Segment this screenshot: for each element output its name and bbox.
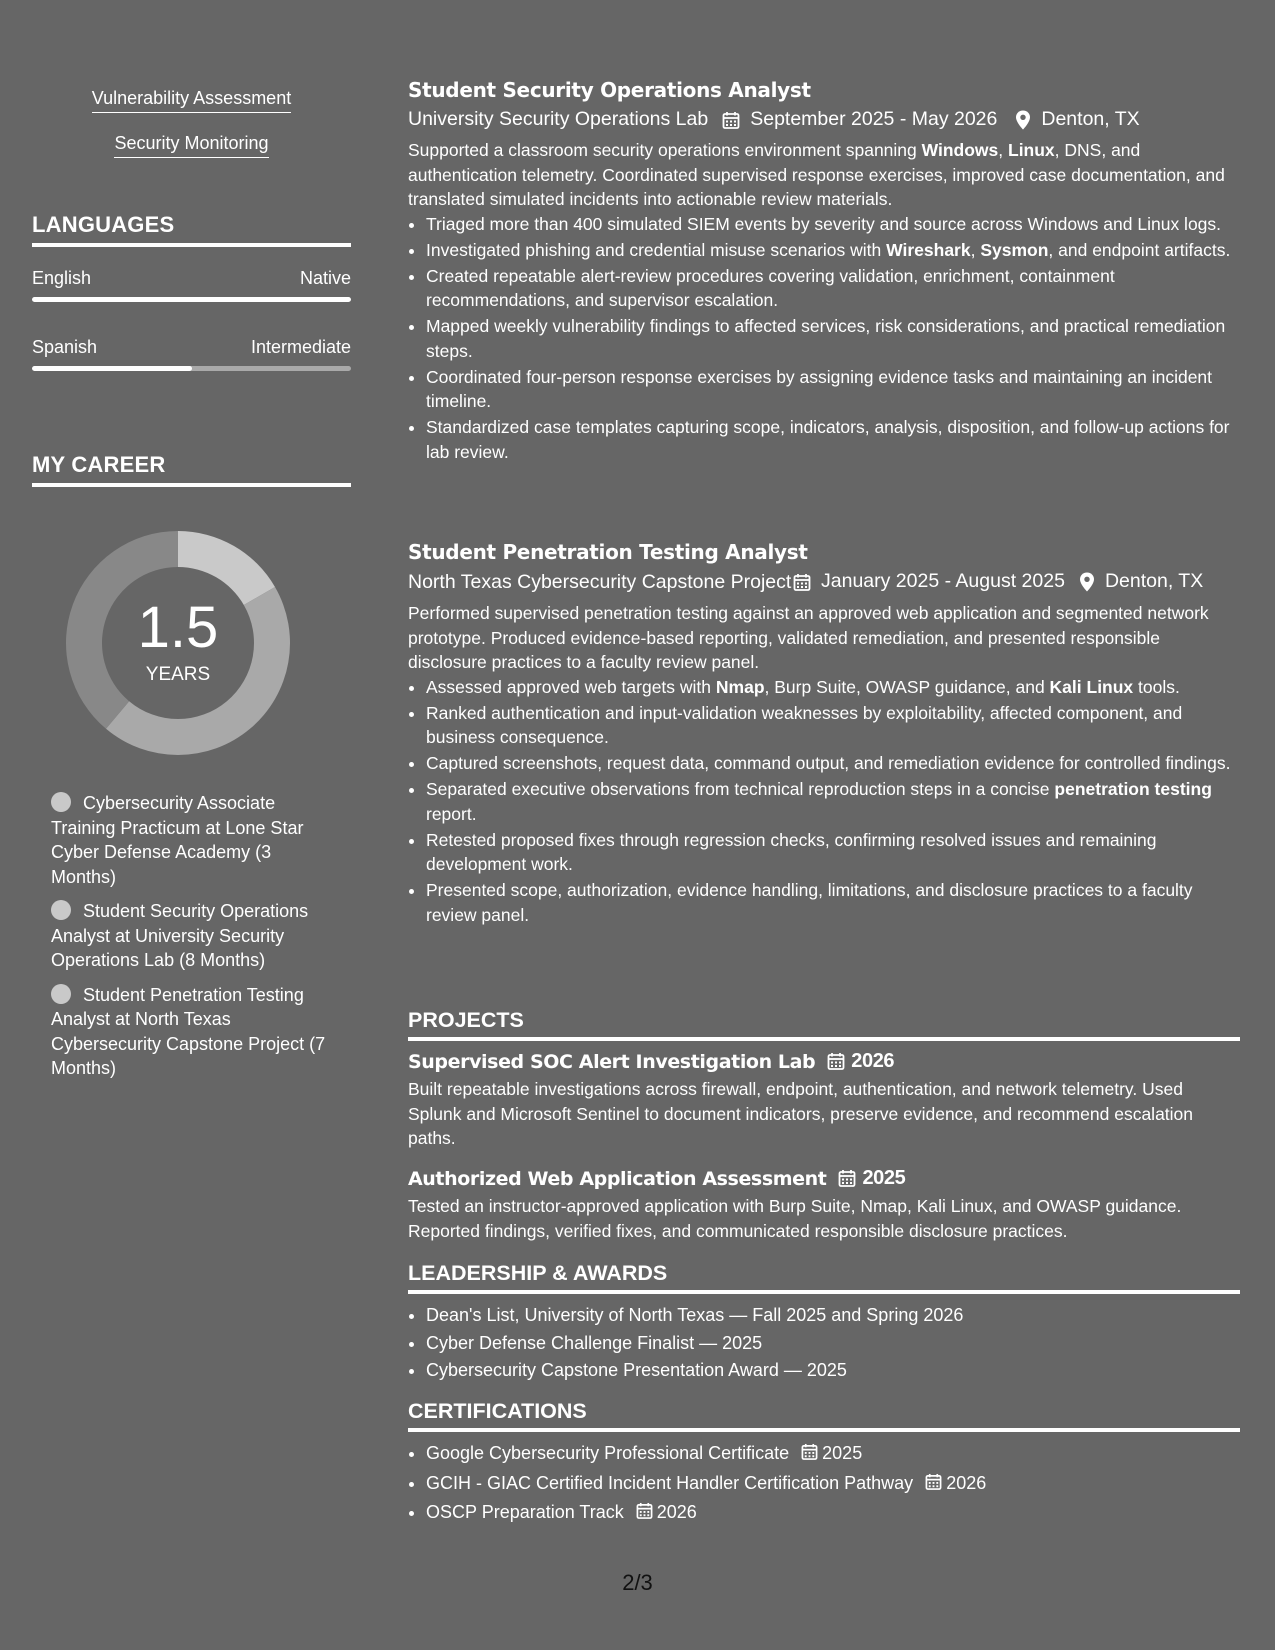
- language-bar-fill: [32, 297, 351, 302]
- language-level: Native: [299, 268, 351, 288]
- project-year: 2025: [862, 1167, 906, 1189]
- job-meta: [408, 570, 1240, 594]
- career-total-unit: YEARS: [145, 664, 211, 685]
- certifications-heading: CERTIFICATIONS: [408, 1399, 1240, 1432]
- map-pin-icon: [1079, 572, 1095, 592]
- list-item: • Retested proposed fixes through regression checks, confirming resolved issues and remaining development work.: [426, 828, 1240, 877]
- job-title: Student Penetration Testing Analyst: [408, 540, 808, 564]
- list-item: • Ranked authentication and input-validation weaknesses by exploitability, affected component, and business consequence.: [426, 701, 1240, 750]
- list-item: • Cybersecurity Capstone Presentation Award — 2025: [426, 1357, 1240, 1385]
- list-item: • Assessed approved web targets with Nmap, Burp Suite, OWASP guidance, and Kali Linux tools.: [426, 675, 1240, 700]
- calendar-icon: [722, 111, 740, 130]
- list-item: • Mapped weekly vulnerability findings to affected services, risk considerations, and practical remediation steps.: [426, 314, 1240, 363]
- career-list: [51, 791, 326, 1081]
- language-name: Spanish: [32, 337, 98, 357]
- language-english: [32, 268, 351, 302]
- job-entry: [408, 78, 1240, 466]
- job-dates: January 2025 - August 2025: [821, 570, 1065, 592]
- language-bar: [32, 366, 351, 371]
- skill-item: Security Monitoring: [32, 133, 351, 158]
- list-item: Student Security Operations Analyst at University Security Operations Lab (8 Months): [51, 901, 309, 970]
- job-description: Performed supervised penetration testing against an approved web application and segmented network prototype. Produced evidence-based reporting, validated remediation, and presented responsible disclosure practices to a faculty review panel.: [408, 603, 1209, 672]
- project-title: Supervised SOC Alert Investigation Lab 2026: [408, 1050, 895, 1073]
- list-item: • Google Cybersecurity Professional Certificate 2025: [426, 1440, 1240, 1470]
- project-year: 2026: [851, 1050, 895, 1072]
- job-title: Student Security Operations Analyst: [408, 78, 811, 102]
- list-item: • Standardized case templates capturing scope, indicators, analysis, disposition, and follow-up actions for lab review.: [426, 415, 1240, 464]
- job-entry: [408, 540, 1240, 929]
- certifications-list: [408, 1440, 1240, 1529]
- language-spanish: [32, 337, 351, 371]
- list-item: • Dean's List, University of North Texas — Fall 2025 and Spring 2026: [426, 1302, 1240, 1330]
- projects-heading: PROJECTS: [408, 1008, 1240, 1041]
- calendar-icon: [925, 1472, 942, 1500]
- career-total-value: 1.5: [137, 595, 219, 660]
- list-item: • Coordinated four-person response exercises by assigning evidence tasks and maintaining an incident timeline.: [426, 365, 1240, 414]
- list-item: • Investigated phishing and credential misuse scenarios with Wireshark, Sysmon, and endpoint artifacts.: [426, 238, 1240, 263]
- language-name: English: [32, 268, 92, 288]
- language-bar-fill: [32, 366, 192, 371]
- list-item: • Separated executive observations from technical reproduction steps in a concise penetration testing report.: [426, 777, 1240, 826]
- project-description: Tested an instructor-approved application with Burp Suite, Nmap, Kali Linux, and OWASP guidance. Reported findings, verified fixes, and communicated responsible disclosure practices.: [408, 1196, 1182, 1241]
- circle-dot-icon: [51, 900, 71, 920]
- calendar-icon: [801, 1442, 818, 1470]
- list-item: • Triaged more than 400 simulated SIEM events by severity and source across Windows and Linux logs.: [426, 212, 1240, 237]
- circle-dot-icon: [51, 984, 71, 1004]
- page-number: 2/3: [622, 1570, 653, 1595]
- career-heading: MY CAREER: [32, 452, 351, 487]
- calendar-icon: [793, 573, 811, 592]
- job-bullets: [408, 675, 1240, 928]
- language-bar: [32, 297, 351, 302]
- project-entry: [408, 1167, 1240, 1243]
- project-description: Built repeatable investigations across firewall, endpoint, authentication, and network telemetry. Used Splunk and Microsoft Sentinel to document indicators, preserve evidence, and recommend escalation paths.: [408, 1079, 1194, 1148]
- job-org: North Texas Cybersecurity Capstone Project: [408, 571, 792, 593]
- list-item: • Cyber Defense Challenge Finalist — 2025: [426, 1330, 1240, 1358]
- project-title: Authorized Web Application Assessment 2025: [408, 1167, 906, 1190]
- job-meta: [408, 108, 1240, 131]
- job-org: University Security Operations Lab: [408, 108, 709, 130]
- donut-segment: [178, 531, 275, 605]
- job-location: Denton, TX: [1041, 108, 1140, 130]
- language-level: Intermediate: [250, 337, 351, 357]
- circle-dot-icon: [51, 792, 71, 812]
- calendar-icon: [827, 1052, 845, 1071]
- job-dates: September 2025 - May 2026: [750, 108, 998, 130]
- calendar-icon: [838, 1169, 856, 1188]
- map-pin-icon: [1015, 110, 1031, 130]
- job-location: Denton, TX: [1104, 570, 1204, 592]
- languages-heading: LANGUAGES: [32, 212, 351, 247]
- list-item: • Captured screenshots, request data, command output, and remediation evidence for controlled findings.: [426, 751, 1240, 776]
- project-entry: [408, 1050, 1240, 1151]
- list-item: • Presented scope, authorization, evidence handling, limitations, and disclosure practices to a faculty review panel.: [426, 878, 1240, 927]
- list-item: Student Penetration Testing Analyst at North Texas Cybersecurity Capstone Project (7 Months): [51, 984, 326, 1078]
- leadership-list: [408, 1302, 1240, 1385]
- list-item: Cybersecurity Associate Training Practicum at Lone Star Cyber Defense Academy (3 Months): [51, 793, 304, 887]
- leadership-heading: LEADERSHIP & AWARDS: [408, 1261, 1240, 1294]
- list-item: • Created repeatable alert-review procedures covering validation, enrichment, containment recommendations, and supervisor escalation.: [426, 264, 1240, 313]
- job-description: Supported a classroom security operations environment spanning Windows, Linux, DNS, and authentication telemetry. Coordinated supervised response exercises, improved case documentation, and translated simulated incidents into actionable review materials.: [408, 140, 1225, 209]
- list-item: • GCIH - GIAC Certified Incident Handler Certification Pathway 2026: [426, 1470, 1240, 1500]
- calendar-icon: [636, 1501, 653, 1529]
- list-item: • OSCP Preparation Track 2026: [426, 1499, 1240, 1529]
- skill-item: Vulnerability Assessment: [32, 88, 351, 113]
- job-bullets: [408, 212, 1240, 465]
